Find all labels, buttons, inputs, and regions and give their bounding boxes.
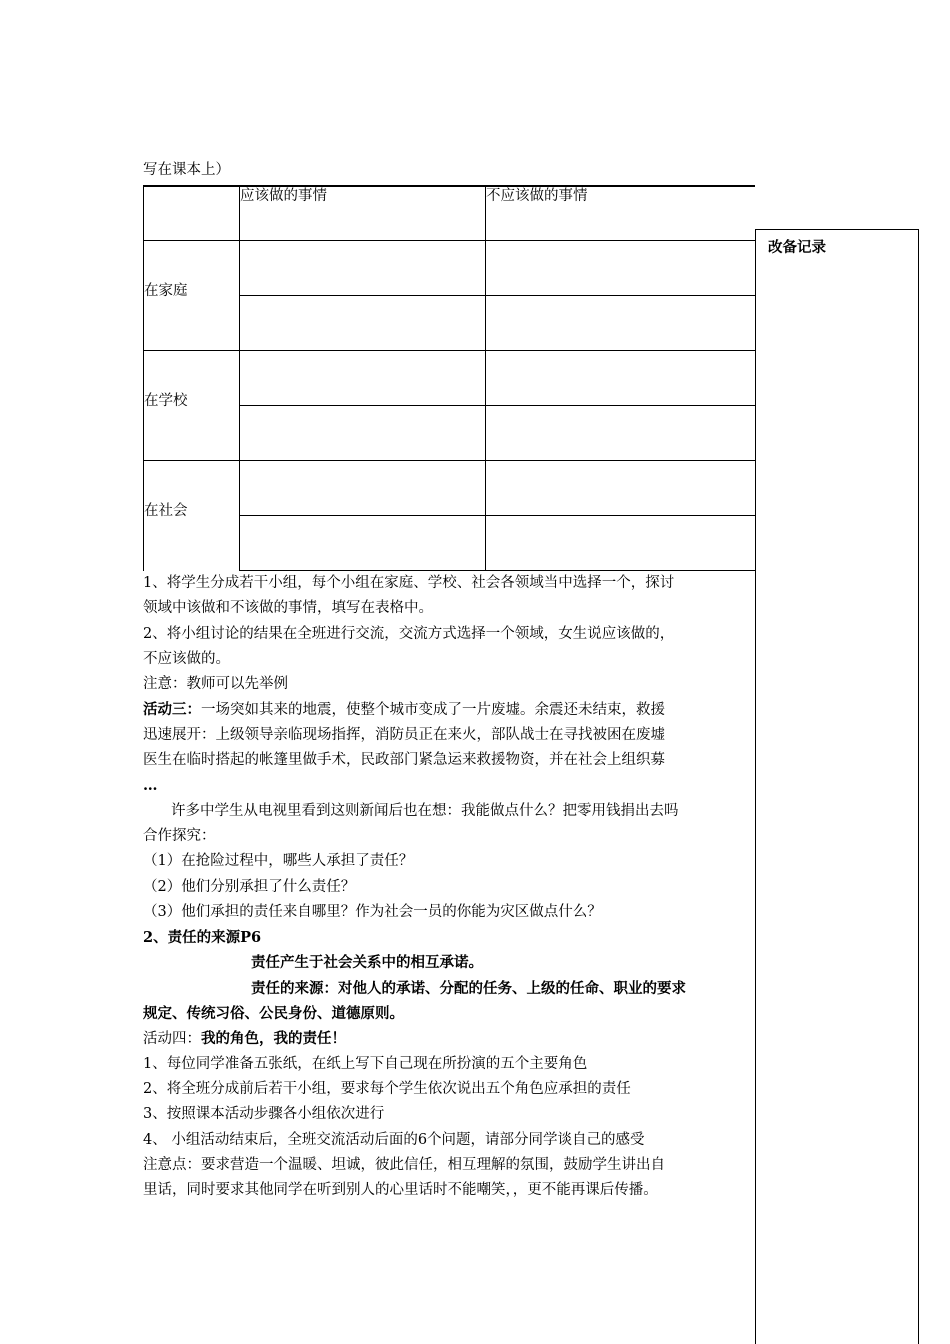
activity-label: 活动四：: [143, 1031, 201, 1048]
text-line: …: [143, 777, 158, 795]
text-line: 责任产生于社会关系中的相互承诺。: [251, 954, 483, 972]
row-label-home: 在家庭: [144, 283, 188, 299]
text-line: 规定、传统习俗、公民身份、道德原则。: [143, 1005, 404, 1023]
table-top-border: [143, 185, 755, 187]
table-rule: [239, 350, 755, 351]
text-line: 合作探究：: [143, 827, 216, 844]
header-should: 应该做的事情: [240, 188, 327, 204]
text-line: （3）他们承担的责任来自哪里？作为社会一员的你能为灾区做点什么？: [143, 903, 602, 920]
table-rule: [239, 405, 755, 406]
text-line: （1）在抢险过程中，哪些人承担了责任？: [143, 853, 414, 870]
responsibility-table: [143, 185, 755, 575]
section-heading: 2、责任的来源P6: [143, 929, 262, 947]
text-line: 不应该做的。: [143, 650, 230, 667]
text-line: 3、按照课本活动步骤各小组依次进行: [143, 1106, 385, 1123]
revision-record-box: [755, 229, 919, 1344]
revision-record-title: 改备记录: [768, 240, 826, 256]
text-line: 2、将小组讨论的结果在全班进行交流，交流方式选择一个领域，女生说应该做的，: [143, 625, 675, 642]
table-rule-left: [143, 350, 239, 351]
table-rule: [239, 240, 755, 241]
text-line: [143, 697, 755, 722]
text-line: 责任的来源：对他人的承诺、分配的任务、上级的任命、职业的要求: [251, 979, 686, 997]
activity-label: 活动三：: [143, 701, 201, 719]
text-line: 注意：教师可以先举例: [143, 676, 288, 693]
text-line: 2、将全班分成前后若干小组，要求每个学生依次说出五个角色应承担的责任: [143, 1080, 631, 1097]
intro-text: 写在课本上）: [143, 162, 230, 178]
document-content: [143, 0, 755, 1344]
table-rule-left: [143, 460, 239, 461]
body-text: [143, 571, 755, 1203]
text-line: 里话，同时要求其他同学在听到别人的心里话时不能嘲笑，，更不能再课后传播。: [143, 1182, 658, 1199]
text-line: 领域中该做和不该做的事情，填写在表格中。: [143, 600, 433, 617]
activity-text: 一场突如其来的地震，使整个城市变成了一片废墟。余震还未结束，救援: [201, 702, 665, 719]
text-line: [143, 1026, 755, 1051]
table-col-divider: [485, 185, 486, 571]
text-line: 医生在临时搭起的帐篷里做手术，民政部门紧急运来救援物资，并在社会上组织募: [143, 752, 665, 769]
text-line: 许多中学生从电视里看到这则新闻后也在想：我能做点什么？把零用钱捐出去吗: [171, 802, 679, 819]
text-line: （2）他们分别承担了什么责任？: [143, 878, 356, 895]
text-line: 注意点：要求营造一个温暖、坦诚，彼此信任，相互理解的氛围，鼓励学生讲出自: [143, 1156, 665, 1173]
table-rule: [239, 295, 755, 296]
text-line: 1、每位同学准备五张纸，在纸上写下自己现在所扮演的五个主要角色: [143, 1055, 588, 1072]
row-label-school: 在学校: [144, 393, 188, 409]
table-rule: [239, 515, 755, 516]
table-col-divider: [239, 185, 240, 571]
text-line: 迅速展开：上级领导亲临现场指挥，消防员正在来火，部队战士在寻找被困在废墟: [143, 726, 665, 743]
table-rule-left: [143, 240, 239, 241]
row-label-society: 在社会: [144, 503, 188, 519]
text-line: 1、将学生分成若干小组，每个小组在家庭、学校、社会各领域当中选择一个，探讨: [143, 575, 675, 591]
table-rule: [239, 460, 755, 461]
header-should-not: 不应该做的事情: [486, 188, 588, 204]
activity-text: 我的角色，我的责任！: [201, 1030, 346, 1048]
text-line: 4、 小组活动结束后，全班交流活动后面的6个问题，请部分同学谈自己的感受: [143, 1131, 645, 1148]
